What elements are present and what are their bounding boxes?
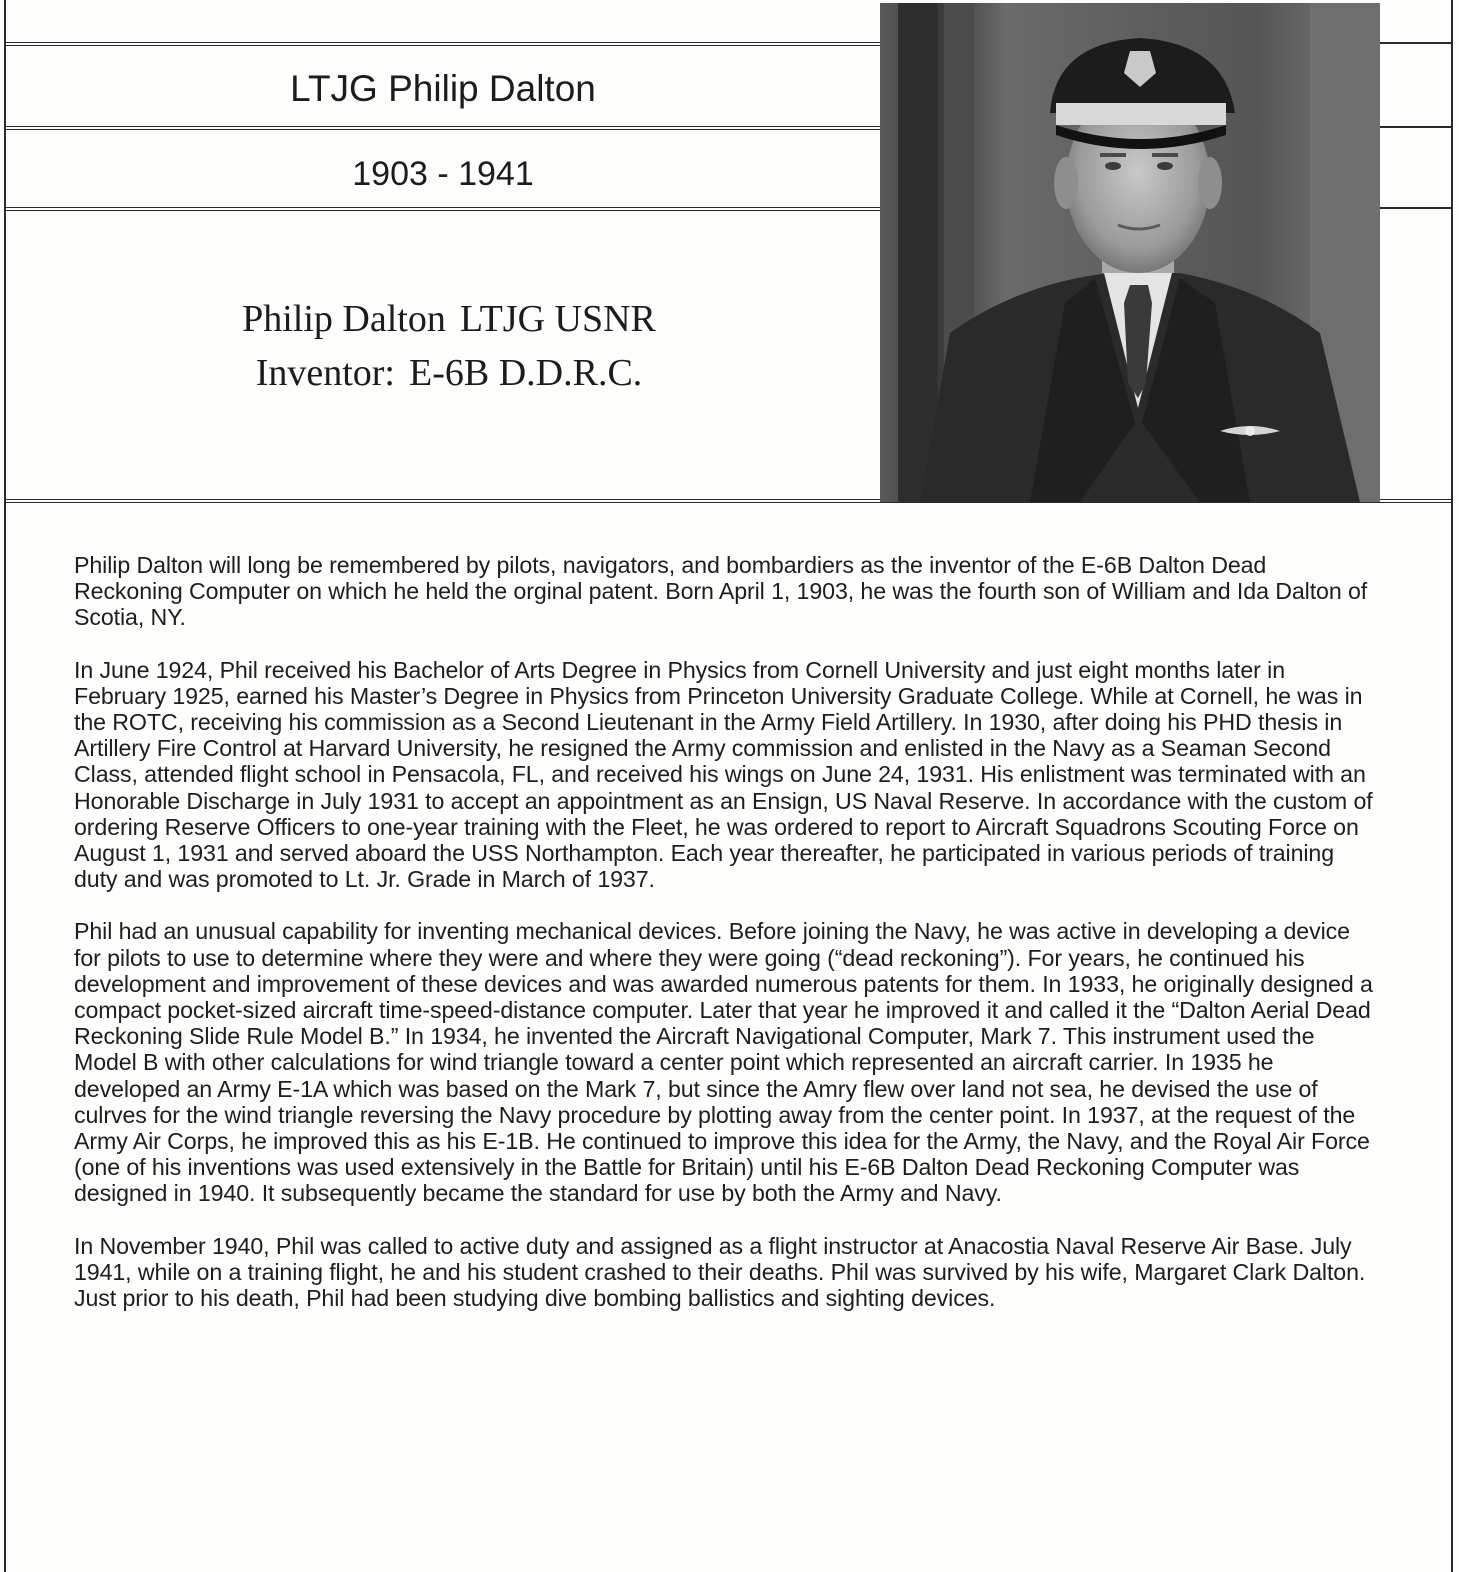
years-rule (6, 207, 880, 211)
biography-paragraph: In June 1924, Phil received his Bachelor of Arts Degree in Physics from Cornell University and just eight months later in February 1925, earned his Master’s Degree in Physics from Princeton University Graduate College. While at Cornell, he was in the ROTC, receiving his commission as a Second Lieutenant in the Army Field Artillery. In 1930, after doing his PHD thesis in Artillery Fire Control at Harvard University, he resigned the Army commission and enlisted in the Navy as a Seaman Second Class, attended flight school in Pensacola, FL, and received his wings on June 24, 1931. His enlistment was terminated with an Honorable Discharge in July 1931 to accept an appointment as an Ensign, US Naval Reserve. In accordance with the custom of ordering Reserve Officers to one-year training with the Fleet, he was ordered to report to Aircraft Squadrons Scouting Force on August 1, 1931 and served aboard the USS Northampton. Each year thereafter, he participated in various periods of training duty and was promoted to Lt. Jr. Grade in March of 1937. (74, 656, 1373, 893)
portrait-photo (880, 3, 1380, 502)
biography-paragraph: Phil had an unusual capability for inventing mechanical devices. Before joining the Navy, he was active in developing a device for pilots to use to determine where they were and where they were going (“dead reckoning”). For years, he continued his development and improvement of these devices and was awarded numerous patents for them. In 1933, he originally designed a compact pocket-sized aircraft time-speed-distance computer. Later that year he improved it and called it the “Dalton Aerial Dead Reckoning Slide Rule Model B.” In 1934, he invented the Aircraft Navigational Computer, Mark 7. This instrument used the Model B with other calculations for wind triangle toward a center point which represented an aircraft carrier. In 1935 he developed an Army E-1A which was based on the Mark 7, but since the Amry flew over land not sea, he devised the use of culrves for the wind triangle reversing the Navy procedure by plotting away from the center point. In 1937, at the request of the Army Air Corps, he improved this as his E-1B. He continued to improve this idea for the Army, the Navy, and the Royal Air Force (one of his inventions was used extensively in the Battle for Britain) until his E-6B Dalton Dead Reckoning Computer was designed in 1940. It subsequently became the standard for use by both the Army and Navy. (74, 918, 1373, 1207)
photo-years-rule (1380, 207, 1453, 209)
biography-paragraph: In November 1940, Phil was called to active duty and assigned as a flight instructor at Anacostia Naval Reserve Air Base. July 1941, while on a training flight, he and his student crashed to their deaths. Phil was survived by his wife, Margaret Clark Dalton. Just prior to his death, Phil had been studying dive bombing ballistics and sighting devices. (74, 1232, 1366, 1312)
title-rule (6, 126, 880, 130)
portrait-caption (6, 292, 892, 400)
caption-invention: E-6B D.D.R.C. (409, 352, 643, 394)
caption-inventor-label: Inventor: (255, 352, 395, 394)
caption-name: Philip Dalton (242, 298, 446, 340)
photo-title-rule (1380, 126, 1453, 128)
photo-top-rule (1380, 42, 1453, 44)
biography-paragraph: Philip Dalton will long be remembered by pilots, navigators, and bombardiers as the inventor of the E-6B Dalton Dead Reckoning Computer on which he held the orginal patent. Born April 1, 1903, he was the fourth son of William and Ida Dalton of Scotia, NY. (74, 552, 1368, 631)
caption-rank: LTJG USNR (459, 298, 656, 340)
caption-inventor-line (6, 346, 892, 400)
caption-name-line (6, 292, 892, 346)
biography-text (74, 552, 1374, 1337)
life-years: 1903 - 1941 (352, 155, 534, 193)
top-rule (6, 42, 880, 46)
page-title: LTJG Philip Dalton (290, 68, 596, 109)
portrait-photo-icon (880, 3, 1380, 502)
